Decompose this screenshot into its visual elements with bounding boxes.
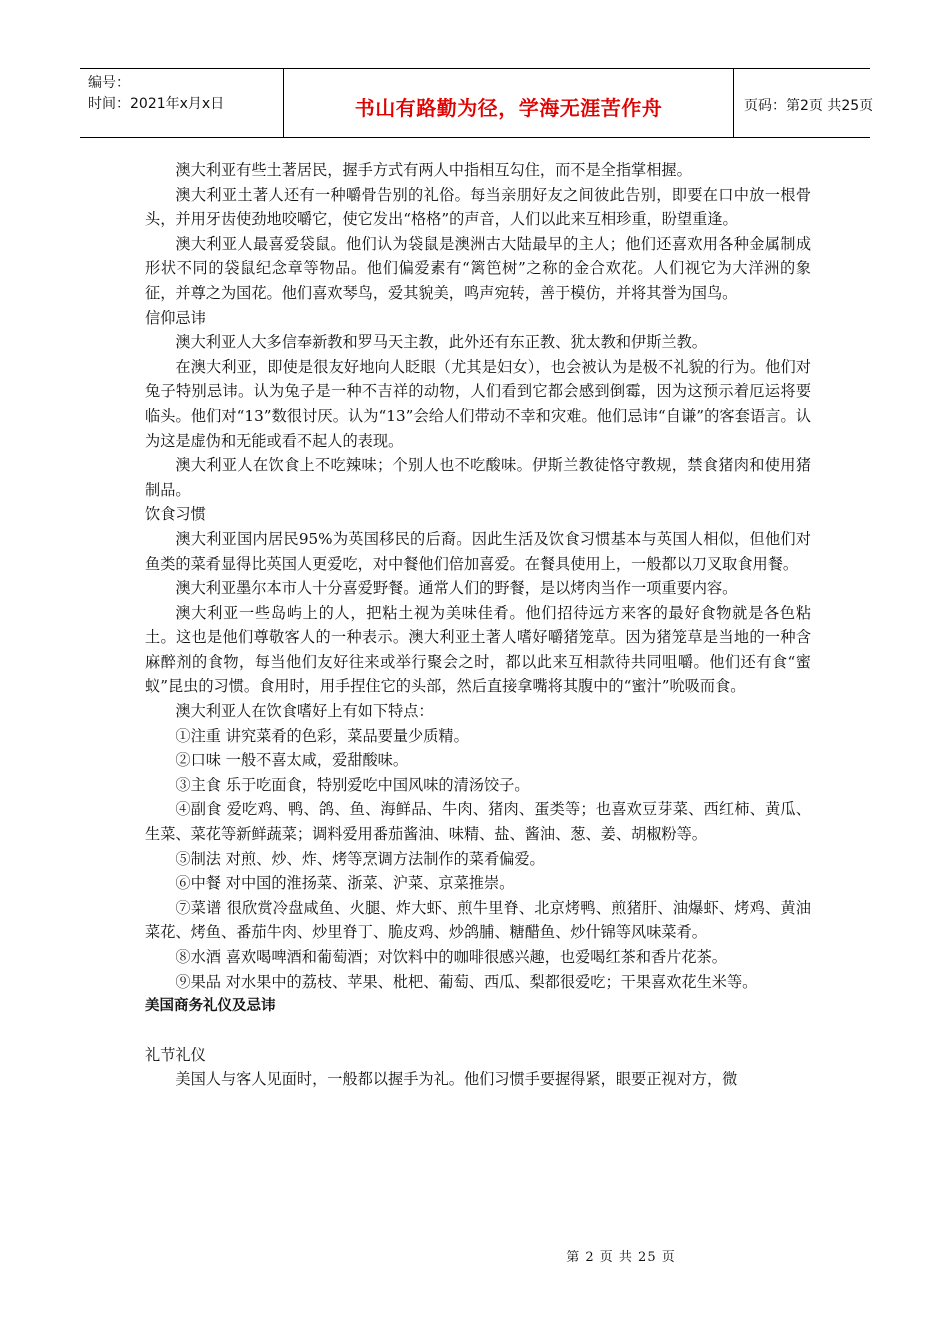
body-paragraph: ①注重 讲究菜肴的色彩，菜品要量少质精。: [175, 726, 469, 745]
body-paragraph: ②口味 一般不喜太咸，爱甜酸味。: [175, 751, 409, 770]
section-heading: 美国商务礼仪及忌讳: [145, 998, 276, 1015]
body-paragraph: 澳大利亚土著人还有一种嚼骨告别的礼俗。每当亲朋好友之间彼此告别，即要在口中放一根骨头，并用牙齿使劲地咬嚼它，使它发出“格格”的声音，人们以此来互相珍重，盼望重逢。: [145, 185, 811, 229]
section-heading: 礼节礼仪: [145, 1045, 206, 1064]
header-motto-cell: [283, 69, 734, 137]
body-paragraph: ⑨果品 对水果中的荔枝、苹果、枇杷、葡萄、西瓜、梨都很爱吃；干果喜欢花生米等。: [175, 972, 758, 991]
page-header: [80, 68, 874, 138]
document-body: [145, 158, 811, 1092]
header-meta: [88, 73, 283, 115]
spacer: [145, 1019, 811, 1043]
header-motto: 书山有路勤为径，学海无涯苦作舟: [354, 95, 663, 120]
body-paragraph: 澳大利亚有些土著居民，握手方式有两人中指相互勾住，而不是全指掌相握。: [175, 161, 692, 179]
body-paragraph: ⑦菜谱 很欣赏冷盘咸鱼、火腿、炸大虾、煎牛里脊、北京烤鸭、煎猪肝、油爆虾、烤鸡、黄油菜花、烤鱼、番茄牛肉、炒里脊丁、脆皮鸡、炒鸽脯、糖醋鱼、炒什锦等风味菜肴。: [145, 898, 811, 942]
body-paragraph: ③主食 乐于吃面食，特别爱吃中国风味的清汤饺子。: [175, 775, 530, 794]
page-footer: [0, 1246, 950, 1265]
body-paragraph: 在澳大利亚，即使是很友好地向人眨眼（尤其是妇女），也会被认为是极不礼貌的行为。他们对兔子特别忌讳。认为兔子是一种不吉祥的动物，人们看到它都会感到倒霉，因为这预示着厄运将要临头。他们对“13”数很讨厌。认为“13”会给人们带动不幸和灾难。他们忌讳“自谦”的客套语言。认为这是虚伪和无能或看不起人的表现。: [145, 357, 811, 450]
footer-page-number: 第 2 页 共 25 页: [566, 1250, 676, 1265]
body-paragraph: 澳大利亚人在饮食嗜好上有如下特点：: [175, 702, 434, 721]
body-paragraph: 澳大利亚人大多信奉新教和罗马天主教，此外还有东正教、犹太教和伊斯兰教。: [175, 333, 707, 352]
body-paragraph: 澳大利亚墨尔本市人十分喜爱野餐。通常人们的野餐，是以烤肉当作一项重要内容。: [175, 579, 738, 598]
body-paragraph: 澳大利亚人在饮食上不吃辣味；个别人也不吃酸味。伊斯兰教徒恪守教规，禁食猪肉和使用猪制品。: [145, 456, 811, 499]
header-page-info: 页码：第2页 共25页: [744, 98, 874, 114]
section-heading: 饮食习惯: [145, 505, 206, 524]
body-paragraph: 澳大利亚国内居民95%为英国移民的后裔。因此生活及饮食习惯基本与英国人相似，但他们对鱼类的菜肴显得比英国人更爱吃，对中餐他们倍加喜爱。在餐具使用上，一般都以刀叉取食用餐。: [145, 529, 811, 573]
body-paragraph: 澳大利亚一些岛屿上的人，把粘土视为美味佳肴。他们招待远方来客的最好食物就是各色粘土。这也是他们尊敬客人的一种表示。澳大利亚土著人嗜好嚼猪笼草。因为猪笼草是当地的一种含麻醉剂的食物，每当他们友好往来或举行聚会之时，都以此来互相款待共同咀嚼。他们还有食“蜜蚁”昆虫的习惯。食用时，用手捏住它的头部，然后直接拿嘴将其腹中的“蜜汁”吮吸而食。: [145, 603, 811, 696]
body-paragraph: ⑤制法 对煎、炒、炸、烤等烹调方法制作的菜肴偏爱。: [175, 849, 545, 868]
document-number-label: 编号：: [88, 75, 130, 91]
section-heading: 信仰忌讳: [145, 308, 206, 327]
document-date-label: 时间：2021年x月x日: [88, 96, 225, 112]
body-paragraph: 美国人与客人见面时，一般都以握手为礼。他们习惯手要握得紧，眼要正视对方，微: [175, 1070, 738, 1089]
body-paragraph: ⑧水酒 喜欢喝啤酒和葡萄酒；对饮料中的咖啡很感兴趣，也爱喝红茶和香片花茶。: [175, 948, 727, 966]
body-paragraph: 澳大利亚人最喜爱袋鼠。他们认为袋鼠是澳洲古大陆最早的主人；他们还喜欢用各种金属制成形状不同的袋鼠纪念章等物品。他们偏爱素有“篱笆树”之称的金合欢花。人们视它为大洋洲的象征，并尊之为国花。他们喜欢琴鸟，爱其貌美，鸣声宛转，善于模仿，并将其誉为国鸟。: [145, 234, 811, 302]
body-paragraph: ④副食 爱吃鸡、鸭、鸽、鱼、海鲜品、牛肉、猪肉、蛋类等；也喜欢豆芽菜、西红柿、黄瓜、生菜、菜花等新鲜蔬菜；调料爱用番茄酱油、味精、盐、酱油、葱、姜、胡椒粉等。: [145, 800, 811, 844]
body-paragraph: ⑥中餐 对中国的淮扬菜、浙菜、沪菜、京菜推崇。: [175, 874, 515, 893]
